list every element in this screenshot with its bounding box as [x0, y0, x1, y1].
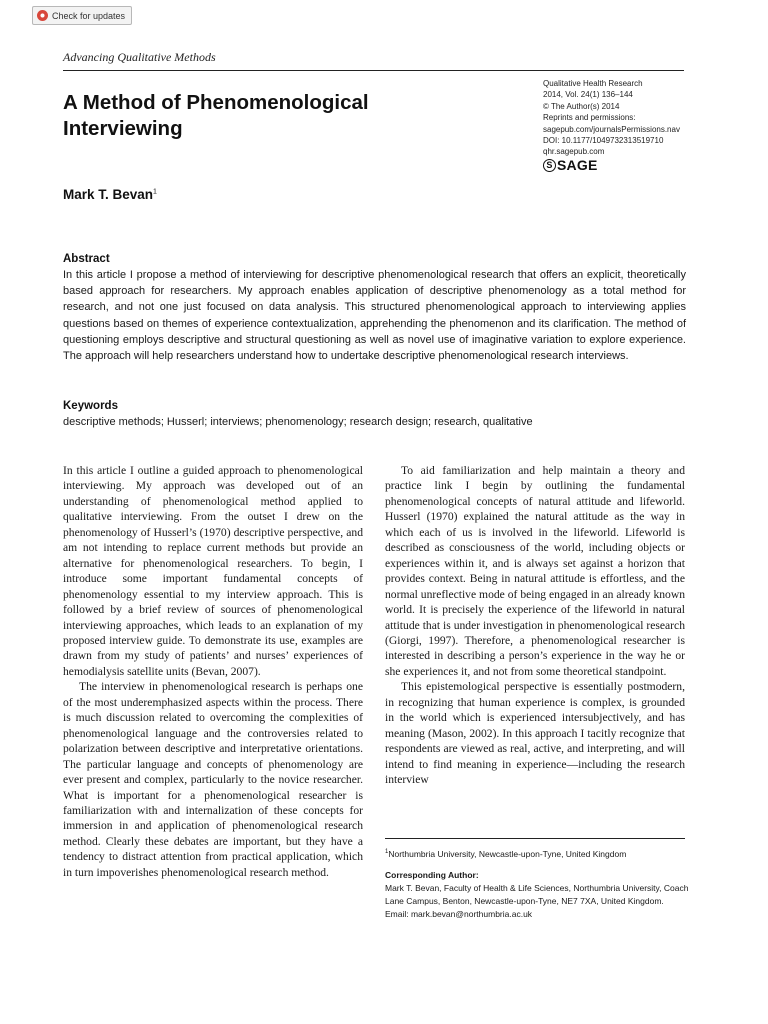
- abstract-heading: Abstract: [63, 253, 110, 265]
- footnote-rule: [385, 838, 685, 839]
- copyright-line: © The Author(s) 2014: [543, 101, 620, 111]
- corresponding-author-heading: Corresponding Author:: [385, 869, 479, 880]
- author-name: Mark T. Bevan: [63, 187, 154, 202]
- affiliation-text: Northumbria University, Newcastle-upon-Tyne, United Kingdom: [388, 848, 627, 859]
- publisher-name: SAGE: [557, 157, 598, 173]
- keywords-text: descriptive methods; Husserl; interviews; phenomenology; research design; research, qualitative: [63, 416, 533, 428]
- body-paragraph: This epistemological perspective is essentially postmodern, in recognizing that human experience is complex, is grounded in the world which is experienced intersubjectively, and has meaning (Mason, 2002). In this approach I tacitly recognize that respondents are viewed as real, active, and interpreting, and will intend to find meaning in experience—including the research interview: [385, 680, 685, 787]
- affiliation-footnote: [385, 846, 690, 861]
- author-line: [63, 187, 157, 202]
- header-rule: [63, 70, 684, 71]
- article-title: A Method of Phenomenological Interviewing: [63, 91, 369, 140]
- check-for-updates-button[interactable]: [32, 6, 132, 25]
- body-column-right: [385, 463, 685, 788]
- body-paragraph: In this article I outline a guided approach to phenomenological interviewing. My approach was developed out of an understanding of phenomenological method applied to qualitative interviewing. From the outset I drew on the phenomenology of Husserl’s (1970) descriptive perspective, and am not intending to replace current methods but provide an alternative for phenomenological researchers. To begin, I introduce some important fundamental concepts of phenomenology essential to my interview approach. This is followed by a brief review of sources of phenomenological interviewing approaches, which leads to an explanation of my proposed interview guide. To demonstrate its use, examples are drawn from my study of patients’ and nurses’ experiences of hemodialysis satellite units (Bevan, 2007).: [63, 464, 363, 678]
- keywords-heading: Keywords: [63, 400, 118, 412]
- journal-meta: [543, 78, 743, 158]
- sage-logo-icon: S: [543, 159, 556, 172]
- check-for-updates-label: Check for updates: [52, 10, 126, 21]
- corresponding-author-address: Mark T. Bevan, Faculty of Health & Life Sciences, Northumbria University, Coach Lane Campus, Benton, Newcastle-upon-Tyne, NE7 7XA, United Kingdom.: [385, 882, 689, 906]
- affiliation-marker: 1: [385, 849, 389, 855]
- journal-volume: 2014, Vol. 24(1) 136–144: [543, 90, 633, 100]
- publisher-logo: [543, 157, 597, 173]
- journal-name: Qualitative Health Research: [543, 79, 643, 88]
- abstract-text: In this article I propose a method of interviewing for descriptive phenomenological research that offers an explicit, theoretically based approach for researchers. My approach enables application of descriptive phenomenology as a total method for research, and not one just focused on data analysis. This structured phenomenological approach to interviewing applies questions based on themes of experience contextualization, apprehending the phenomenon and its clarification. The method of questioning employs descriptive and structural questioning as well as novel use of imaginative variation to explore experience. The approach will help researchers understand how to undertake descriptive phenomenological research interviews.: [63, 269, 686, 363]
- series-label: Advancing Qualitative Methods: [63, 50, 216, 64]
- doi-link[interactable]: DOI: 10.1177/1049732313519710: [543, 136, 664, 146]
- footnotes: [385, 846, 690, 921]
- check-for-updates-icon: [37, 10, 48, 21]
- body-column-left: [63, 463, 363, 880]
- author-affiliation-marker: 1: [153, 188, 157, 196]
- corresponding-author-email[interactable]: Email: mark.bevan@northumbria.ac.uk: [385, 908, 533, 919]
- reprints-label: Reprints and permissions:: [543, 113, 636, 123]
- journal-url-link[interactable]: qhr.sagepub.com: [543, 147, 605, 157]
- body-paragraph: To aid familiarization and help maintain a theory and practice link I begin by outlining the fundamental phenomenological concepts of natural attitude and lifeworld. Husserl (1970) explained the natural attitude as the way in which each of us is involved in the lifeworld. Lifeworld is described as consciousness of the world, including objects or experiences within it, and is always set against a horizon that provides context. Being in natural attitude is effortless, and the normal unreflective mode of being engaged in an already known world. It is precisely the experience of the lifeworld in natural attitude that is under investigation in phenomenological research (Giorgi, 1997). Therefore, a phenomenological researcher is interested in describing a person’s experience in the way he or she experiences it, and not from some theoretical standpoint.: [385, 464, 685, 678]
- permissions-link[interactable]: sagepub.com/journalsPermissions.nav: [543, 124, 680, 134]
- body-paragraph: The interview in phenomenological research is perhaps one of the most underemphasized aspects within the process. There is much discussion related to overcoming the complexities of phenomenological language and the controversies related to polarization between descriptive and interpretative orientations. The particular language and concepts of phenomenology are ever present and complex, particularly to the novice researcher. What is important for a phenomenological researcher is familiarization with and internalization of these concepts for immersion in and application of phenomenological research method. Clearly these debates are important, but they have a tendency to distract attention from practical application, which in turn impoverishes phenomenological research method.: [63, 680, 363, 879]
